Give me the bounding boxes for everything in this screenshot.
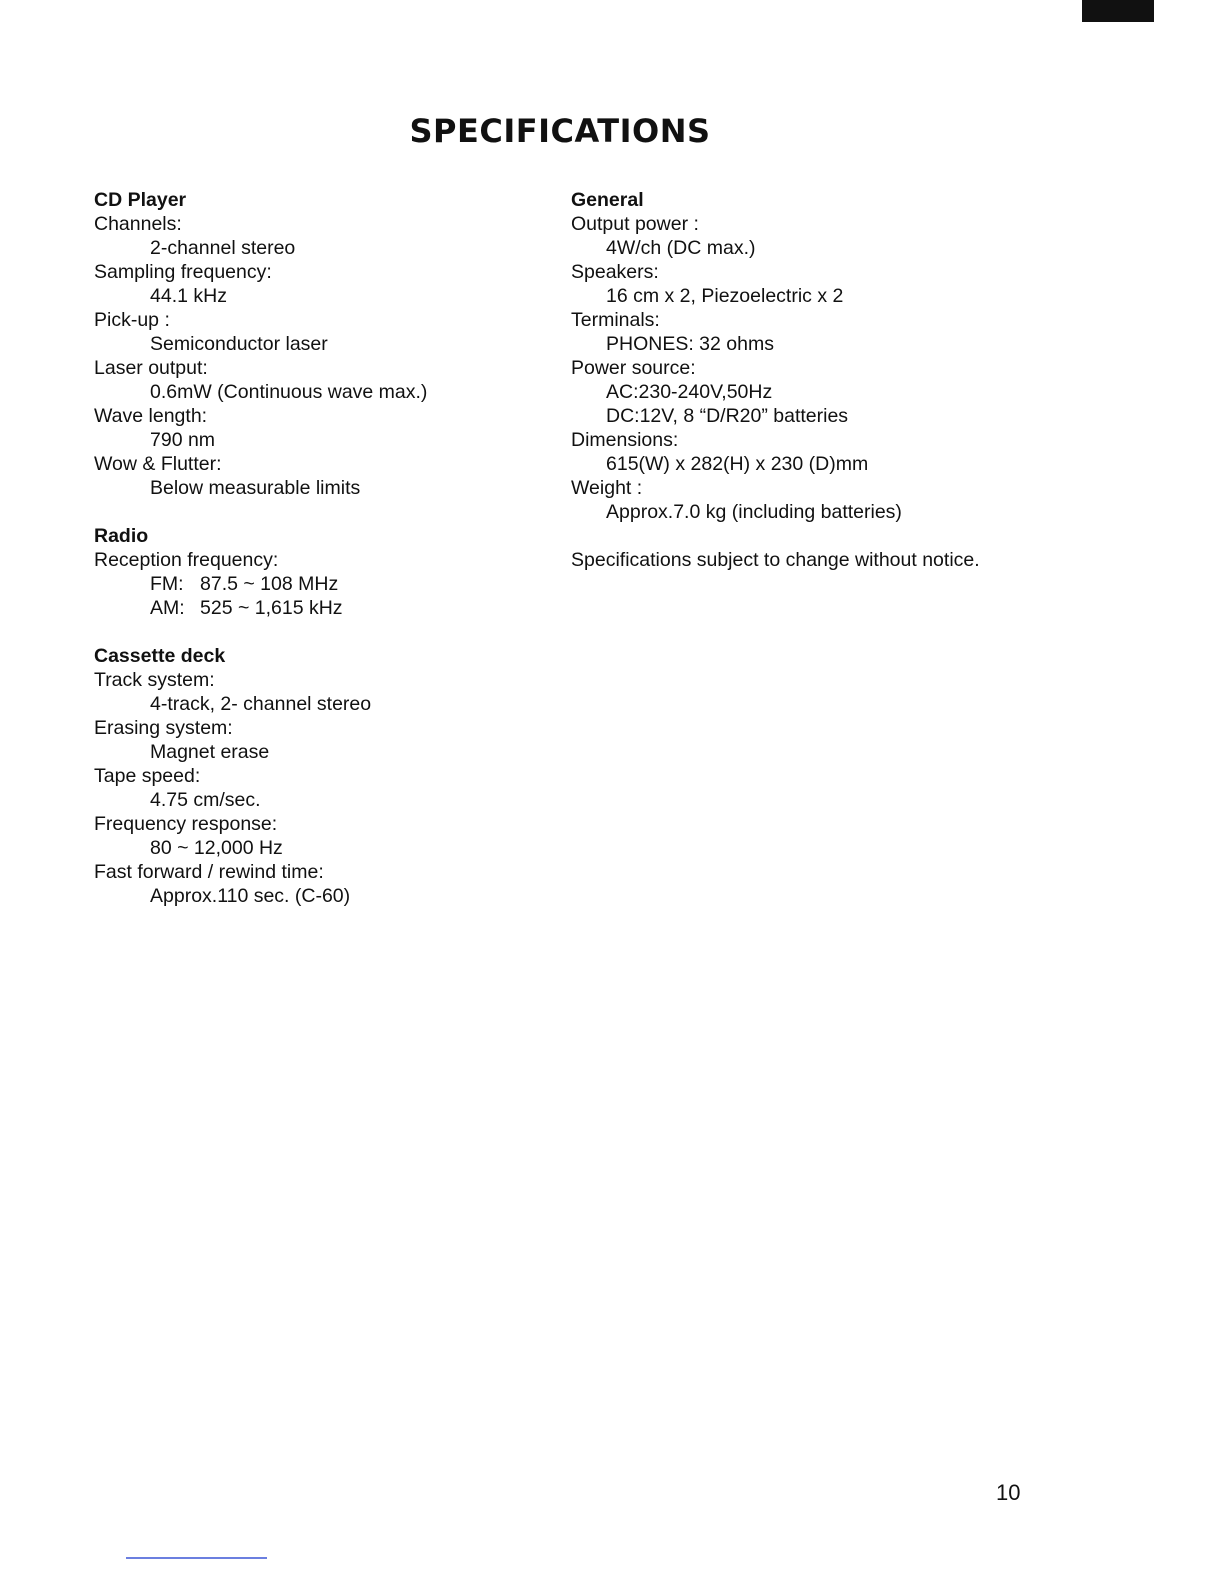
band-range: 525 ~ 1,615 kHz	[200, 597, 343, 619]
spec-value: Approx.7.0 kg (including batteries)	[606, 501, 902, 523]
bottom-rule	[126, 1557, 267, 1559]
spec-label: Tape speed:	[94, 765, 201, 787]
spec-value: 4-track, 2- channel stereo	[150, 693, 372, 715]
spec-label: Channels:	[94, 213, 182, 235]
spec-value: 80 ~ 12,000 Hz	[150, 837, 283, 859]
spec-label: Power source:	[571, 357, 696, 379]
cd-player-heading: CD Player	[94, 189, 187, 211]
spec-label: Frequency response:	[94, 813, 278, 835]
spec-label: Output power :	[571, 213, 699, 235]
spec-value: AC:230-240V,50Hz	[606, 381, 773, 403]
spec-label: Pick-up :	[94, 309, 170, 331]
cd-player-section	[94, 188, 534, 500]
band-label: AM:	[150, 597, 185, 619]
left-column	[94, 188, 534, 932]
spec-value: Below measurable limits	[150, 477, 361, 499]
spec-label: Speakers:	[571, 261, 659, 283]
spec-value: 44.1 kHz	[150, 285, 227, 307]
spec-label: Reception frequency:	[94, 549, 279, 571]
spec-label: Dimensions:	[571, 429, 679, 451]
band-row-fm	[94, 572, 534, 596]
spec-value: 615(W) x 282(H) x 230 (D)mm	[606, 453, 869, 475]
band-row-am	[94, 596, 534, 620]
spec-value: 790 nm	[150, 429, 216, 451]
band-range: 87.5 ~ 108 MHz	[200, 573, 339, 595]
spec-label: Track system:	[94, 669, 215, 691]
spec-value: 2-channel stereo	[150, 237, 296, 259]
cassette-heading: Cassette deck	[94, 645, 226, 667]
spec-value: PHONES: 32 ohms	[606, 333, 774, 355]
spec-value: Magnet erase	[150, 741, 270, 763]
band-label: FM:	[150, 573, 184, 595]
radio-heading: Radio	[94, 525, 149, 547]
spec-value: Approx.110 sec. (C-60)	[150, 885, 351, 907]
right-column	[571, 188, 1131, 572]
spec-label: Sampling frequency:	[94, 261, 272, 283]
spec-label: Wave length:	[94, 405, 208, 427]
spec-label: Terminals:	[571, 309, 660, 331]
general-section	[571, 188, 1131, 524]
spec-value: 0.6mW (Continuous wave max.)	[150, 381, 428, 403]
spec-value: Semiconductor laser	[150, 333, 328, 355]
spec-label: Laser output:	[94, 357, 208, 379]
spec-value: DC:12V, 8 “D/R20” batteries	[606, 405, 849, 427]
spec-value: 16 cm x 2, Piezoelectric x 2	[606, 285, 844, 307]
spec-label: Erasing system:	[94, 717, 233, 739]
page-title: SPECIFICATIONS	[409, 112, 711, 150]
spec-label: Weight :	[571, 477, 643, 499]
general-heading: General	[571, 189, 644, 211]
page-number: 10	[996, 1480, 1021, 1505]
spec-label: Fast forward / rewind time:	[94, 861, 324, 883]
corner-tab-marker	[1082, 0, 1154, 22]
radio-section	[94, 524, 534, 620]
spec-value: 4W/ch (DC max.)	[606, 237, 756, 259]
spec-label: Wow & Flutter:	[94, 453, 222, 475]
spec-value: 4.75 cm/sec.	[150, 789, 261, 811]
change-notice: Specifications subject to change without notice.	[571, 549, 980, 571]
cassette-section	[94, 644, 534, 908]
